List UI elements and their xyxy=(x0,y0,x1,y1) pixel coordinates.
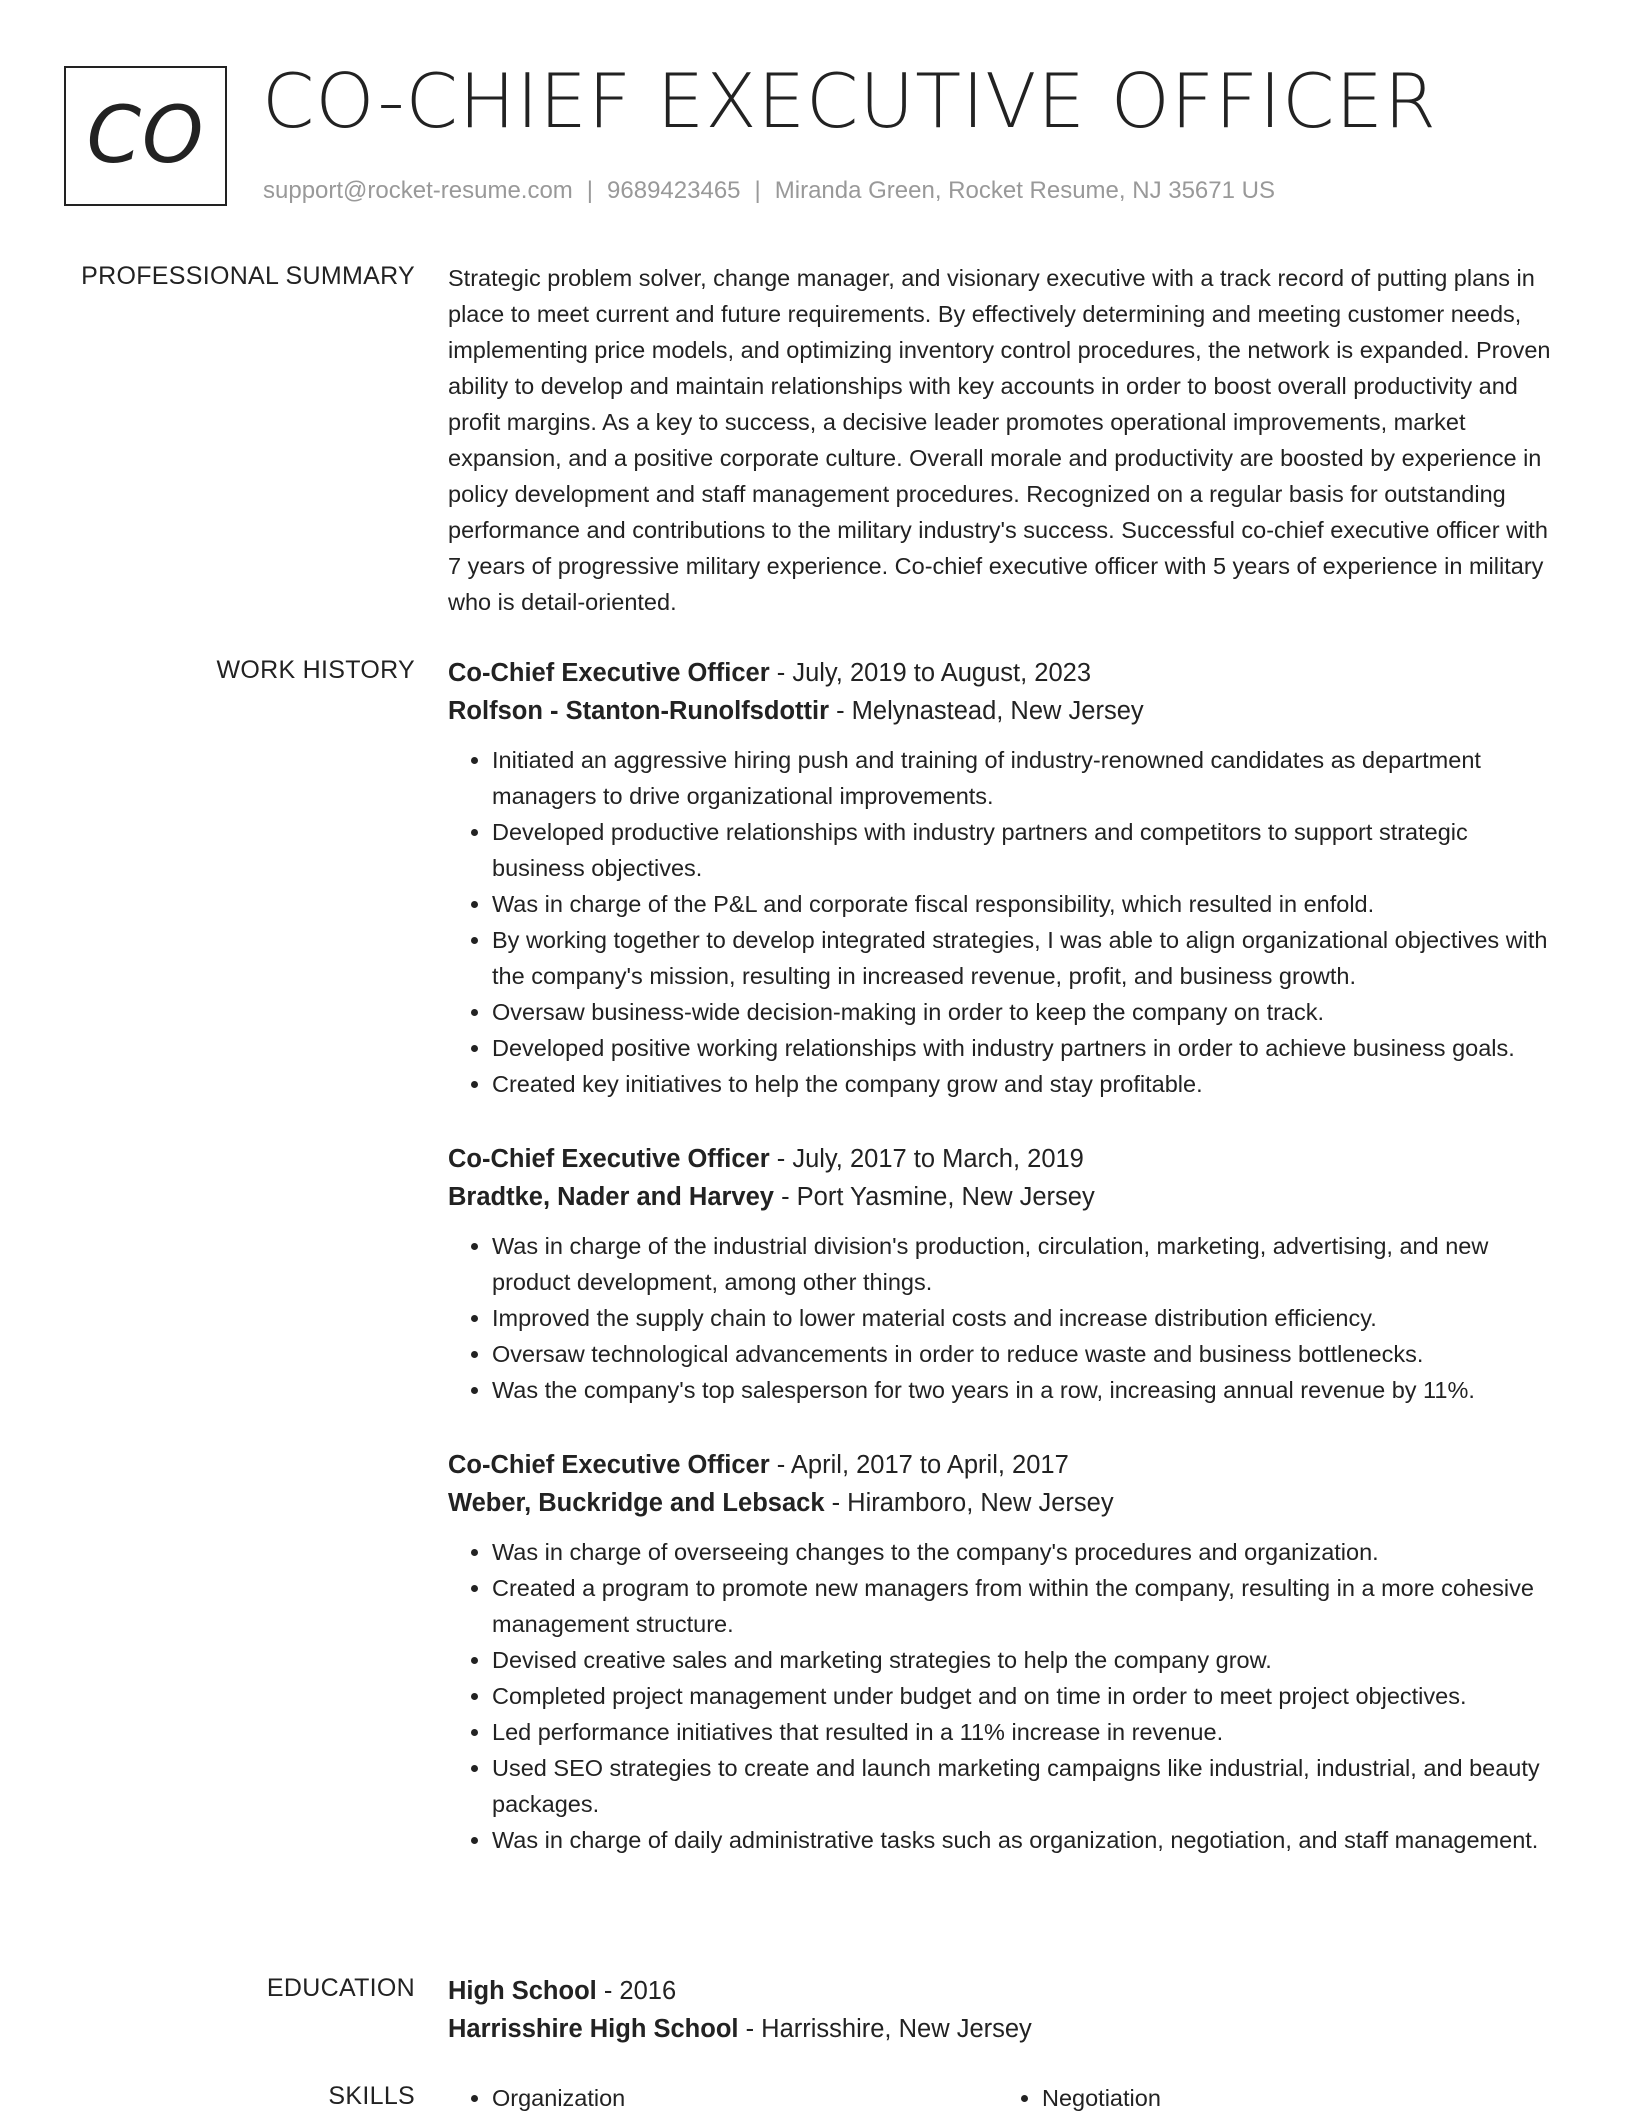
education-degree-line xyxy=(448,1972,1563,2010)
contact-address: Miranda Green, Rocket Resume, NJ 35671 US xyxy=(774,177,1275,204)
job-entry xyxy=(448,654,1563,1102)
job-bullets xyxy=(448,1228,1563,1408)
job-bullet: • By working together to develop integrated strategies, I was able to align organizational objectives with the company's mission, resulting in increased revenue, profit, and business growth. xyxy=(492,922,1563,994)
job-title-line xyxy=(448,654,1563,692)
contact-phone: 9689423465 xyxy=(607,177,741,204)
summary-text: Strategic problem solver, change manager, and visionary executive with a track record of putting plans in place to meet current and future requirements. By effectively determining and meeting customer needs, implementing price models, and optimizing inventory control procedures, the network is expanded. Proven ability to develop and maintain relationships with key accounts in order to boost overall productivity and profit margins. As a key to success, a decisive leader promotes operational improvements, market expansion, and a positive corporate culture. Overall morale and productivity are boosted by experience in policy development and staff management procedures. Recognized on a regular basis for outstanding performance and contributions to the military industry's success. Successful co-chief executive officer with 7 years of progressive military experience. Co-chief executive officer with 5 years of experience in military who is detail-oriented. xyxy=(448,265,1551,615)
job-bullet: • Led performance initiatives that resulted in a 11% increase in revenue. xyxy=(492,1714,1563,1750)
job-dates: - April, 2017 to April, 2017 xyxy=(769,1451,1069,1479)
skills-list-left xyxy=(448,2080,998,2112)
job-location: - Melynastead, New Jersey xyxy=(829,697,1144,725)
job-title: Co-Chief Executive Officer xyxy=(448,659,770,687)
job-bullets xyxy=(448,1534,1563,1858)
job-bullet: • Oversaw business-wide decision-making in order to keep the company on track. xyxy=(492,994,1563,1030)
job-title: Co-Chief Executive Officer xyxy=(448,1451,770,1479)
job-company-line xyxy=(448,1484,1563,1522)
job-title-line xyxy=(448,1446,1563,1484)
job-company: Rolfson - Stanton-Runolfsdottir xyxy=(448,697,830,725)
job-bullet: • Was in charge of the industrial division's production, circulation, marketing, advertising, and new product development, among other things. xyxy=(492,1228,1563,1300)
education-location: - Harrisshire, New Jersey xyxy=(738,2015,1032,2043)
skills-grid xyxy=(448,2080,1563,2112)
section-label-education: EDUCATION xyxy=(266,1974,415,2002)
job-location: - Hiramboro, New Jersey xyxy=(824,1489,1114,1517)
job-location: - Port Yasmine, New Jersey xyxy=(773,1183,1095,1211)
job-entry xyxy=(448,1446,1563,1858)
job-dates: - July, 2019 to August, 2023 xyxy=(769,659,1091,687)
job-bullet: • Created a program to promote new managers from within the company, resulting in a more cohesive management structure. xyxy=(492,1570,1563,1642)
job-bullet: • Developed productive relationships with industry partners and competitors to support strategic business objectives. xyxy=(492,814,1563,886)
job-bullet: • Was in charge of overseeing changes to the company's procedures and organization. xyxy=(492,1534,1563,1570)
job-dates: - July, 2017 to March, 2019 xyxy=(769,1145,1084,1173)
job-bullet: • Used SEO strategies to create and launch marketing campaigns like industrial, industrial, and beauty packages. xyxy=(492,1750,1563,1822)
job-company: Bradtke, Nader and Harvey xyxy=(448,1183,774,1211)
job-bullet: • Created key initiatives to help the company grow and stay profitable. xyxy=(492,1066,1563,1102)
job-bullet: • Completed project management under budget and on time in order to meet project objectives. xyxy=(492,1678,1563,1714)
job-title: Co-Chief Executive Officer xyxy=(448,1145,770,1173)
resume-title: CO-CHIEF EXECUTIVE OFFICER xyxy=(262,57,1437,145)
job-bullet: • Improved the supply chain to lower material costs and increase distribution efficiency. xyxy=(492,1300,1563,1336)
education-school: Harrisshire High School xyxy=(448,2015,739,2043)
section-label-skills: SKILLS xyxy=(328,2082,415,2110)
job-company: Weber, Buckridge and Lebsack xyxy=(448,1489,825,1517)
contact-line xyxy=(263,176,1275,206)
job-bullet: • Developed positive working relationships with industry partners in order to achieve business goals. xyxy=(492,1030,1563,1066)
contact-separator: | xyxy=(586,177,594,204)
contact-separator: | xyxy=(754,177,761,204)
job-bullet: • Devised creative sales and marketing strategies to help the company grow. xyxy=(492,1642,1563,1678)
job-bullet: • Was in charge of daily administrative tasks such as organization, negotiation, and staff management. xyxy=(492,1822,1563,1858)
job-bullet: • Was the company's top salesperson for two years in a row, increasing annual revenue by 11%. xyxy=(492,1372,1563,1408)
education-degree: High School xyxy=(448,1977,597,2005)
job-title-line xyxy=(448,1140,1563,1178)
work-history-body xyxy=(448,654,1563,1896)
job-bullet: • Initiated an aggressive hiring push and training of industry-renowned candidates as department managers to drive organizational improvements. xyxy=(492,742,1563,814)
job-entry xyxy=(448,1140,1563,1408)
job-bullet: • Oversaw technological advancements in order to reduce waste and business bottlenecks. xyxy=(492,1336,1563,1372)
job-bullets xyxy=(448,742,1563,1102)
skill-item: • Organization xyxy=(492,2080,998,2112)
contact-email: support@rocket-resume.com xyxy=(263,177,573,204)
skill-item: • Negotiation xyxy=(1042,2080,1548,2112)
summary-body xyxy=(448,260,1563,620)
section-label-work-history: WORK HISTORY xyxy=(216,656,415,684)
section-label-summary: PROFESSIONAL SUMMARY xyxy=(81,262,415,290)
skills-list-right xyxy=(998,2080,1548,2112)
education-school-line xyxy=(448,2010,1563,2048)
job-company-line xyxy=(448,1178,1563,1216)
monogram-text: CO xyxy=(86,91,205,181)
job-company-line xyxy=(448,692,1563,730)
monogram-box xyxy=(64,66,227,206)
education-body xyxy=(448,1972,1563,2048)
job-bullet: • Was in charge of the P&L and corporate fiscal responsibility, which resulted in enfold. xyxy=(492,886,1563,922)
skills-body xyxy=(448,2080,1563,2112)
education-year: - 2016 xyxy=(596,1977,677,2005)
